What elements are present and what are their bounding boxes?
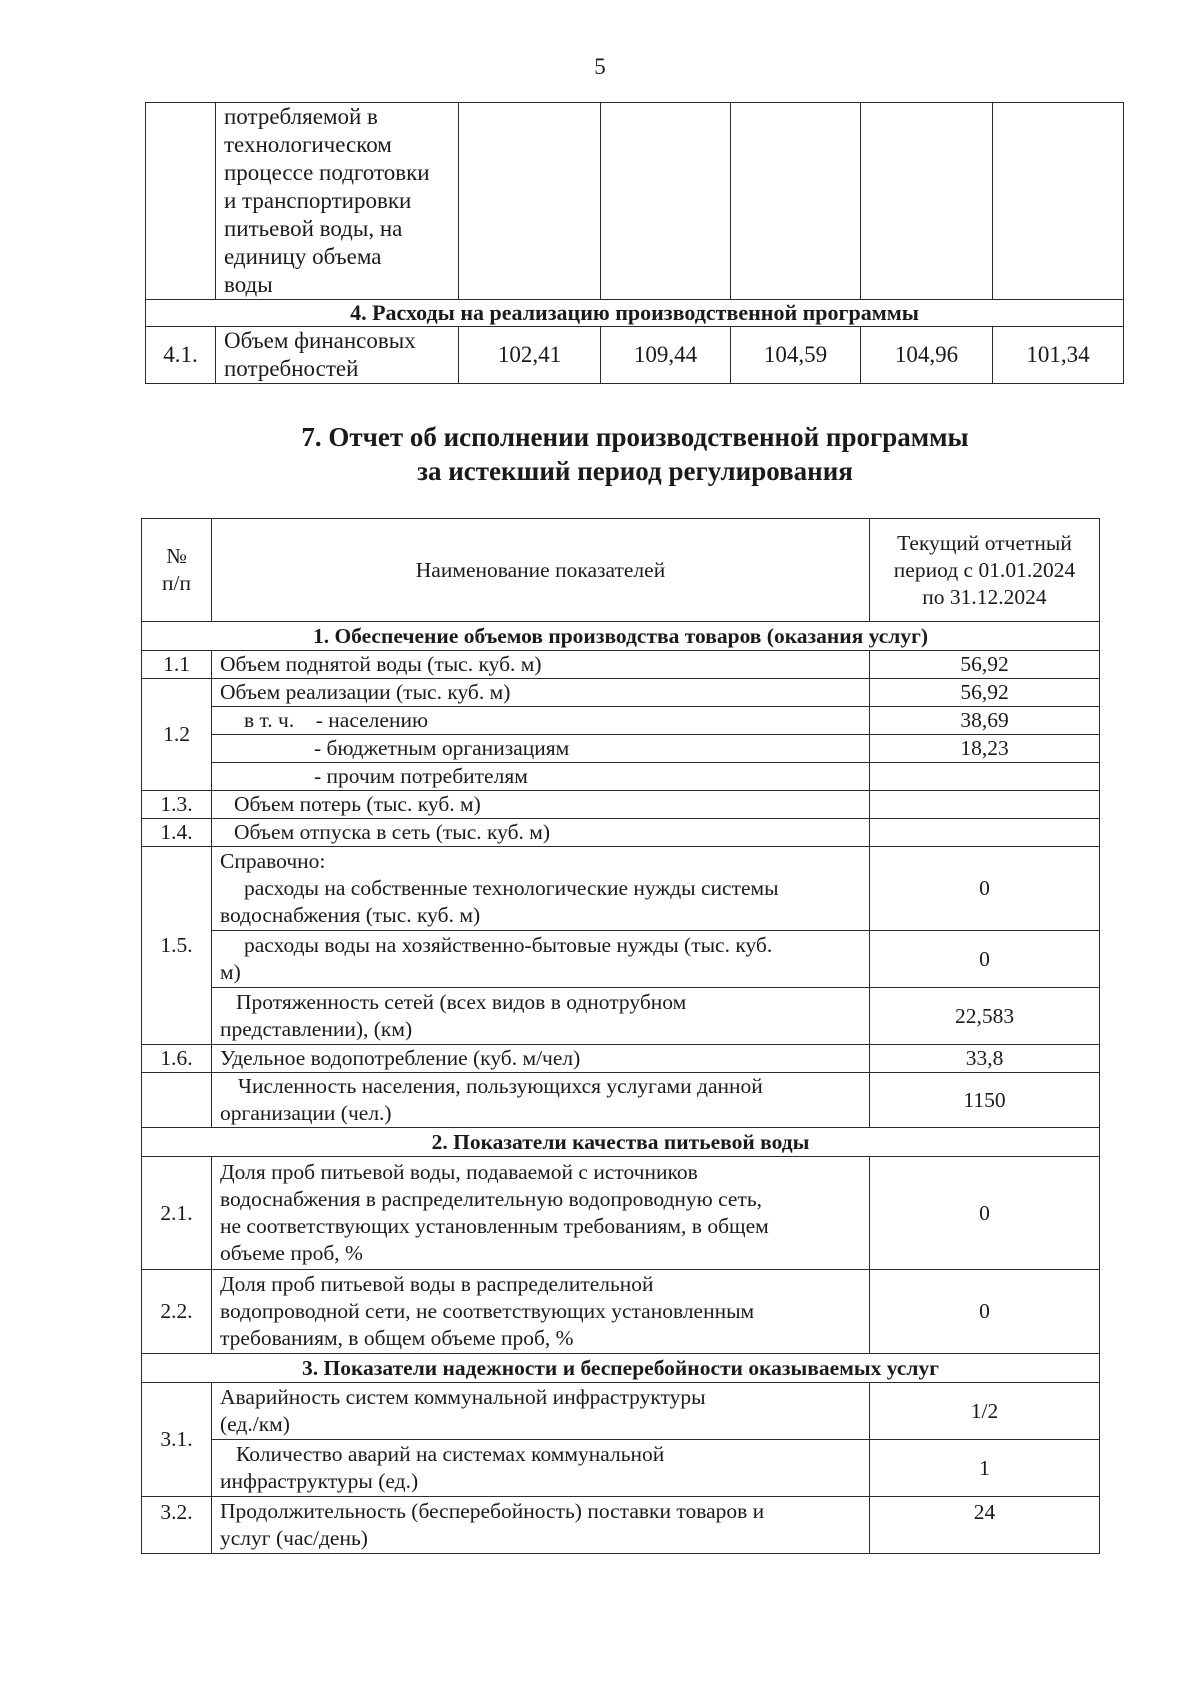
indicator-name: Объем отпуска в сеть (тыс. куб. м) bbox=[212, 819, 870, 847]
continued-indicator-name: потребляемой в технологическом процессе подготовки и транспортировки питьевой воды, на единицу объема воды bbox=[216, 103, 459, 300]
value-cell: 0 bbox=[870, 931, 1100, 988]
value-cell: 1 bbox=[870, 1440, 1100, 1497]
table-row bbox=[142, 1270, 1100, 1354]
indicator-name: Удельное водопотребление (куб. м/чел) bbox=[212, 1045, 870, 1073]
section-header-row bbox=[146, 300, 1124, 327]
indicator-name: в т. ч. - населению bbox=[212, 707, 870, 735]
value-cell: 109,44 bbox=[601, 327, 731, 384]
table-row bbox=[142, 791, 1100, 819]
value-cell bbox=[870, 763, 1100, 791]
table-row bbox=[142, 763, 1100, 791]
row-number: 1.1 bbox=[142, 651, 212, 679]
indicator-name: Доля проб питьевой воды, подаваемой с источников водоснабжения в распределительную водопроводную сеть, не соответствующих установленным требованиям, в общем объеме проб, % bbox=[212, 1157, 870, 1270]
table-row bbox=[142, 735, 1100, 763]
header-period: Текущий отчетный период с 01.01.2024 по 31.12.2024 bbox=[870, 519, 1100, 622]
row-number: 4.1. bbox=[146, 327, 216, 384]
value-cell: 0 bbox=[870, 1157, 1100, 1270]
value-cell: 22,583 bbox=[870, 988, 1100, 1045]
section-title: 4. Расходы на реализацию производственной программы bbox=[146, 300, 1124, 327]
value-cell bbox=[870, 791, 1100, 819]
value-cell: 56,92 bbox=[870, 651, 1100, 679]
row-number: 3.2. bbox=[142, 1497, 212, 1554]
value-cell bbox=[870, 819, 1100, 847]
value-cell: 1/2 bbox=[870, 1383, 1100, 1440]
indicator-name: Объем финансовых потребностей bbox=[216, 327, 459, 384]
section-title: 1. Обеспечение объемов производства товаров (оказания услуг) bbox=[142, 622, 1100, 651]
table-row bbox=[142, 1440, 1100, 1497]
table-row bbox=[146, 103, 1124, 300]
row-number: 1.5. bbox=[142, 847, 212, 1045]
table-row bbox=[142, 1497, 1100, 1554]
value-cell: 1150 bbox=[870, 1073, 1100, 1128]
header-num: № п/п bbox=[142, 519, 212, 622]
value-cell: 56,92 bbox=[870, 679, 1100, 707]
indicator-name: Доля проб питьевой воды в распределительной водопроводной сети, не соответствующих установленным требованиям, в общем объеме проб, % bbox=[212, 1270, 870, 1354]
row-number: 1.2 bbox=[142, 679, 212, 791]
indicator-name: Протяженность сетей (всех видов в однотрубном представлении), (км) bbox=[212, 988, 870, 1045]
value-cell: 0 bbox=[870, 1270, 1100, 1354]
indicator-name: Объем реализации (тыс. куб. м) bbox=[212, 679, 870, 707]
table-row bbox=[142, 651, 1100, 679]
value-cell: 0 bbox=[870, 847, 1100, 931]
indicator-name: Объем поднятой воды (тыс. куб. м) bbox=[212, 651, 870, 679]
indicator-name: Объем потерь (тыс. куб. м) bbox=[212, 791, 870, 819]
indicator-name: Справочно: расходы на собственные технологические нужды системы водоснабжения (тыс. куб. м) bbox=[212, 847, 870, 931]
indicator-name: Продолжительность (бесперебойность) поставки товаров и услуг (час/день) bbox=[212, 1497, 870, 1554]
value-cell: 104,59 bbox=[731, 327, 861, 384]
table-row bbox=[142, 1383, 1100, 1440]
indicator-name: расходы воды на хозяйственно-бытовые нужды (тыс. куб. м) bbox=[212, 931, 870, 988]
indicator-name: Аварийность систем коммунальной инфраструктуры (ед./км) bbox=[212, 1383, 870, 1440]
table-row bbox=[142, 707, 1100, 735]
value-cell: 38,69 bbox=[870, 707, 1100, 735]
indicator-name: - прочим потребителям bbox=[212, 763, 870, 791]
table-row bbox=[142, 931, 1100, 988]
row-number: 2.2. bbox=[142, 1270, 212, 1354]
value-cell: 104,96 bbox=[861, 327, 993, 384]
page-number: 5 bbox=[594, 54, 606, 79]
value-cell: 18,23 bbox=[870, 735, 1100, 763]
value-cell: 33,8 bbox=[870, 1045, 1100, 1073]
row-number: 1.3. bbox=[142, 791, 212, 819]
table-row bbox=[146, 327, 1124, 384]
value-cell: 102,41 bbox=[459, 327, 601, 384]
section-title: 3. Показатели надежности и бесперебойности оказываемых услуг bbox=[142, 1354, 1100, 1383]
indicator-name: Численность населения, пользующихся услугами данной организации (чел.) bbox=[212, 1073, 870, 1128]
section-header-row bbox=[142, 1354, 1100, 1383]
section-heading: 7. Отчет об исполнении производственной программы за истекший период регулирования bbox=[301, 422, 969, 486]
row-number: 3.1. bbox=[142, 1383, 212, 1497]
section-header-row bbox=[142, 622, 1100, 651]
table-row bbox=[142, 847, 1100, 931]
section-header-row bbox=[142, 1128, 1100, 1157]
header-row bbox=[142, 519, 1100, 622]
header-name: Наименование показателей bbox=[212, 519, 870, 622]
row-number: 1.6. bbox=[142, 1045, 212, 1073]
table-row bbox=[142, 1157, 1100, 1270]
table-row bbox=[142, 819, 1100, 847]
value-cell: 101,34 bbox=[993, 327, 1124, 384]
table-row bbox=[142, 1045, 1100, 1073]
indicator-name: - бюджетным организациям bbox=[212, 735, 870, 763]
table-row bbox=[142, 988, 1100, 1045]
production-program-table-continued bbox=[145, 102, 1124, 384]
row-number: 2.1. bbox=[142, 1157, 212, 1270]
row-number: 1.4. bbox=[142, 819, 212, 847]
report-table bbox=[141, 518, 1100, 1554]
table-row bbox=[142, 679, 1100, 707]
table-row bbox=[142, 1073, 1100, 1128]
value-cell: 24 bbox=[870, 1497, 1100, 1554]
section-title: 2. Показатели качества питьевой воды bbox=[142, 1128, 1100, 1157]
indicator-name: Количество аварий на системах коммунальной инфраструктуры (ед.) bbox=[212, 1440, 870, 1497]
